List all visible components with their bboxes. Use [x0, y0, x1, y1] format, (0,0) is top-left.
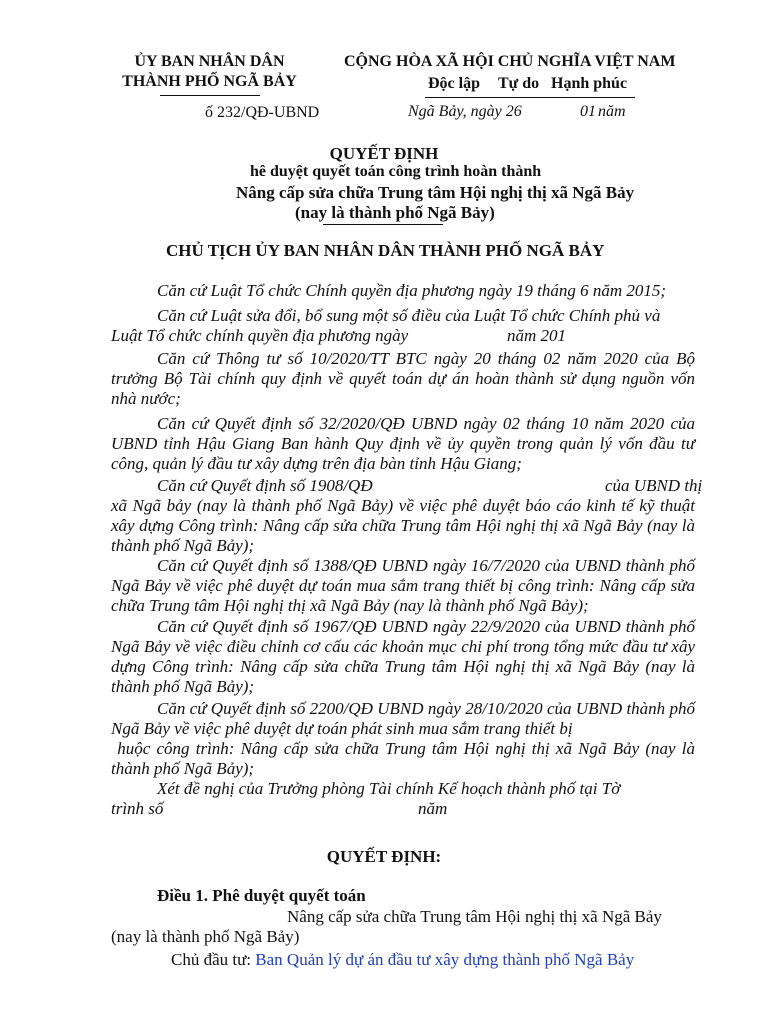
- place-date-1: Ngã Bảy, ngày 26: [408, 103, 522, 120]
- clause-4: [111, 414, 695, 474]
- clause-4-text: Căn cứ Quyết định số 32/2020/QĐ UBND ngày 02 tháng 10 năm 2020 của UBND tỉnh Hậu Giang Ban hành Quy định về ủy quyền trong quản lý vốn đầu tư công, quản lý đầu tư xây dựng trên địa bàn tỉnh Hậu Giang;: [111, 414, 695, 473]
- clause-9-text-b: trình số: [111, 799, 164, 818]
- doc-subtitle-3: (nay là thành phố Ngã Bảy): [295, 203, 495, 222]
- clause-9-text-c: năm: [418, 799, 448, 818]
- clause-9-text-a: Xét đề nghị của Trưởng phòng Tài chính Kế hoạch thành phố tại Tờ: [157, 779, 621, 798]
- clause-1-text: Căn cứ Luật Tổ chức Chính quyền địa phương ngày 19 tháng 6 năm 2015;: [157, 281, 667, 300]
- clause-5-text-c: xã Ngã bảy (nay là thành phố Ngã Bảy) về việc phê duyệt báo cáo kinh tế kỹ thuật xây dựng Công trình: Nâng cấp sửa chữa Trung tâm Hội nghị thị xã Ngã Bảy (nay là thành phố Ngã Bảy);: [111, 496, 695, 555]
- article-1-owner: [171, 950, 634, 970]
- doc-subtitle-2: Nâng cấp sửa chữa Trung tâm Hội nghị thị xã Ngã Bảy: [236, 183, 635, 202]
- motto-3: Hạnh phúc: [551, 75, 628, 92]
- article-1-title: Điều 1. Phê duyệt quyết toán: [157, 886, 366, 905]
- clause-2: [111, 306, 695, 326]
- clause-5-text-b: của UBND thị: [605, 476, 703, 495]
- clause-3: [111, 349, 695, 409]
- clause-2-text-b: Luật Tổ chức chính quyền địa phương ngày: [111, 326, 409, 345]
- clause-7-text: Căn cứ Quyết định số 1967/QĐ UBND ngày 22/9/2020 của UBND thành phố Ngã Bảy về việc điều chỉnh cơ cấu các khoản mục chi phí trong tổng mức đầu tư xây dựng Công trình: Nâng cấp sửa chữa Trung tâm Hội nghị thị xã Ngã Bảy (nay là thành phố Ngã Bảy);: [111, 617, 695, 696]
- clause-7: [111, 617, 695, 697]
- motto-2: Tự do: [498, 75, 540, 92]
- decision-number: ố 232/QĐ-UBND: [205, 104, 320, 121]
- place-date-3: năm: [598, 103, 626, 120]
- clause-8b: [111, 739, 695, 779]
- clause-3-text: Căn cứ Thông tư số 10/2020/TT BTC ngày 20 tháng 02 năm 2020 của Bộ trưởng Bộ Tài chính quy định về quyết toán dự án hoàn thành sử dụng nguồn vốn nhà nước;: [111, 349, 695, 408]
- owner-label: Chủ đầu tư:: [171, 950, 256, 969]
- doc-subtitle-1: hê duyệt quyết toán công trình hoàn thành: [250, 163, 542, 180]
- doc-title: QUYẾT ĐỊNH: [329, 144, 439, 163]
- clause-2-text-c: năm 201: [507, 326, 567, 345]
- article-1-line2: (nay là thành phố Ngã Bảy): [111, 927, 300, 946]
- agency-underline: [160, 95, 260, 96]
- decision-heading: QUYẾT ĐỊNH:: [326, 847, 442, 866]
- owner-value: Ban Quản lý dự án đầu tư xây dựng thành phố Ngã Bảy: [255, 950, 635, 969]
- clause-8a: [111, 699, 695, 739]
- motto-underline: [425, 97, 635, 98]
- title-underline: [323, 224, 443, 225]
- clause-5-text-a: Căn cứ Quyết định số 1908/QĐ: [157, 476, 373, 495]
- clause-9: [111, 779, 695, 799]
- article-1-line1: Nâng cấp sửa chữa Trung tâm Hội nghị thị xã Ngã Bảy: [287, 907, 662, 926]
- agency-line1: ỦY BAN NHÂN DÂN: [134, 53, 285, 70]
- motto-1: Độc lập: [428, 75, 480, 92]
- clause-6: [111, 556, 695, 616]
- republic-title: CỘNG HÒA XÃ HỘI CHỦ NGHĨA VIỆT NAM: [344, 53, 676, 70]
- agency-line2: THÀNH PHỐ NGÃ BẢY: [122, 73, 297, 90]
- authority-heading: CHỦ TỊCH ỦY BAN NHÂN DÂN THÀNH PHỐ NGÃ BẢY: [166, 241, 605, 260]
- clause-2-text-a: Căn cứ Luật sửa đổi, bổ sung một số điều của Luật Tổ chức Chính phủ và: [157, 306, 661, 325]
- place-date-2: 01: [580, 103, 596, 120]
- clause-6-text: Căn cứ Quyết định số 1388/QĐ UBND ngày 16/7/2020 của UBND thành phố Ngã Bảy về việc phê duyệt dự toán mua sắm trang thiết bị công trình: Nâng cấp sửa chữa Trung tâm Hội nghị thị xã Ngã Bảy (nay là thành phố Ngã Bảy);: [111, 556, 695, 615]
- clause-1: [111, 281, 695, 301]
- clause-8-text-a: Căn cứ Quyết định số 2200/QĐ UBND ngày 28/10/2020 của UBND thành phố Ngã Bảy về việc phê duyệt dự toán phát sinh mua sắm trang thiết bị: [111, 699, 695, 738]
- clause-8-text-b: huộc công trình: Nâng cấp sửa chữa Trung tâm Hội nghị thị xã Ngã Bảy (nay là thành phố Ngã Bảy);: [111, 739, 696, 778]
